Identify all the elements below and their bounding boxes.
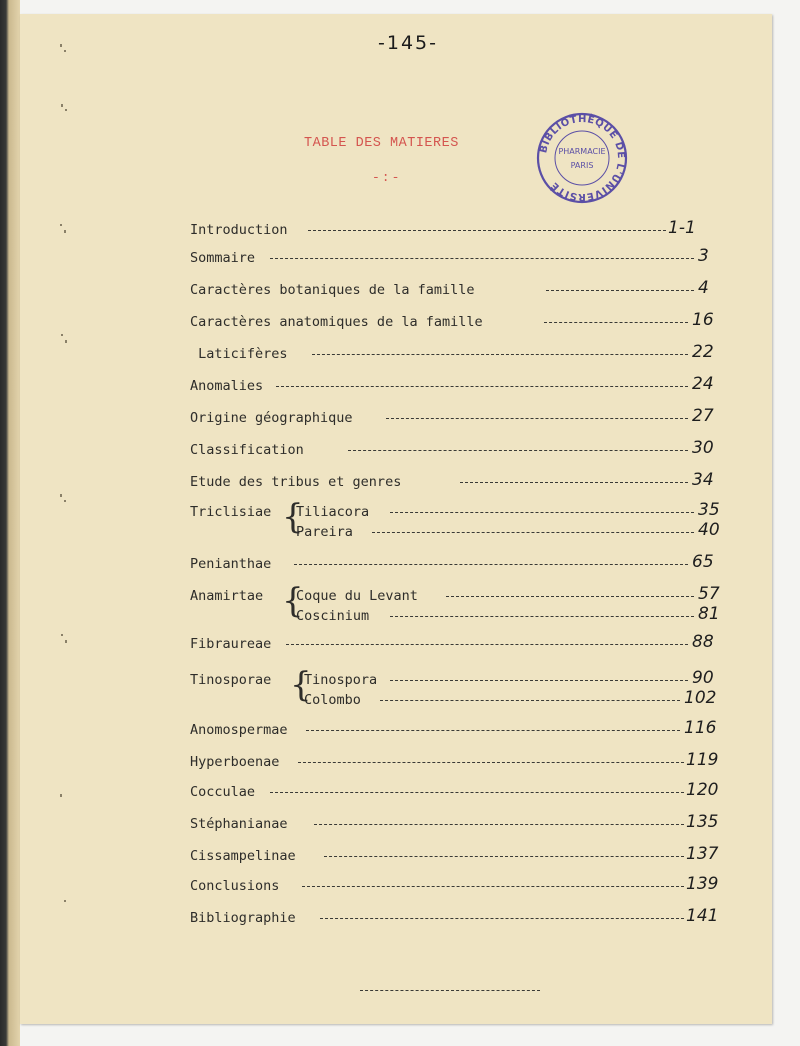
entry-label: Sommaire (190, 250, 256, 266)
page-title: TABLE DES MATIERES (304, 136, 459, 151)
leader-dots (270, 258, 694, 259)
leader-dots (348, 450, 688, 451)
entry-page: 139 (686, 874, 719, 894)
entry-label: Bibliographie (190, 910, 296, 926)
entry-page: 40 (698, 520, 720, 540)
entry-label: Colombo (304, 692, 361, 708)
entry-label: Introduction (190, 222, 288, 238)
brace-icon: { (282, 497, 304, 537)
entry-label: Tiliacora (296, 504, 370, 520)
leader-dots (372, 532, 694, 533)
entry-page: 35 (698, 500, 720, 520)
svg-text:BIBLIOTHÈQUE DE L'UNIVERSITÉ: BIBLIOTHÈQUE DE L'UNIVERSITÉ (538, 113, 627, 203)
entry-page: 24 (692, 374, 714, 394)
toc-subentry (304, 690, 720, 710)
entry-page: 57 (698, 584, 720, 604)
toc-entry (190, 472, 720, 492)
svg-text:PARIS: PARIS (570, 161, 594, 170)
entry-page: 65 (692, 552, 714, 572)
toc-entry (190, 554, 720, 574)
toc-entry (190, 408, 720, 428)
title-separator: -:- (372, 170, 402, 185)
entry-page: 3 (698, 246, 709, 266)
entry-label: Cocculae (190, 784, 256, 800)
leader-dots (306, 730, 680, 731)
toc-entry (190, 752, 720, 772)
entry-label: Tinospora (304, 672, 378, 688)
leader-dots (308, 230, 666, 231)
leader-dots (286, 644, 688, 645)
toc-entry (190, 344, 720, 364)
entry-label: Stéphanianae (190, 816, 288, 832)
leader-dots (314, 824, 684, 825)
entry-label: Coscinium (296, 608, 370, 624)
toc-entry (190, 814, 720, 834)
toc-subentry (296, 522, 720, 542)
margin-marks (56, 34, 86, 934)
leader-dots (312, 354, 688, 355)
entry-page: 90 (692, 668, 714, 688)
leader-dots (386, 418, 688, 419)
entry-page: 16 (692, 310, 714, 330)
entry-page: 102 (684, 688, 717, 708)
entry-page: 120 (686, 780, 719, 800)
toc-entry (190, 782, 720, 802)
group-label: Tinosporae (190, 672, 272, 688)
entry-label: Conclusions (190, 878, 280, 894)
toc-entry (190, 720, 720, 740)
entry-page: 119 (686, 750, 719, 770)
entry-label: Origine géographique (190, 410, 353, 426)
entry-label: Caractères botaniques de la famille (190, 282, 475, 298)
entry-label: Coque du Levant (296, 588, 418, 604)
entry-page: 30 (692, 438, 714, 458)
leader-dots (544, 322, 688, 323)
toc-entry (190, 376, 720, 396)
entry-page: 27 (692, 406, 714, 426)
toc-subentry (304, 670, 720, 690)
entry-page: 34 (692, 470, 714, 490)
brace-icon: { (282, 581, 304, 621)
closing-rule (360, 990, 540, 991)
toc-entry (190, 908, 720, 928)
toc-subentry (296, 606, 720, 626)
entry-label: Laticifères (190, 346, 288, 362)
leader-dots (390, 512, 694, 513)
group-label: Anamirtae (190, 588, 264, 604)
book-binding (0, 0, 20, 1046)
leader-dots (380, 700, 680, 701)
leader-dots (446, 596, 694, 597)
toc-entry (190, 876, 720, 896)
toc-entry (190, 634, 720, 654)
document-page (20, 14, 772, 1024)
leader-dots (276, 386, 688, 387)
entry-label: Hyperboenae (190, 754, 280, 770)
leader-dots (460, 482, 688, 483)
entry-page: 81 (698, 604, 720, 624)
brace-icon: { (290, 665, 312, 705)
leader-dots (294, 564, 688, 565)
entry-page: 141 (686, 906, 719, 926)
entry-page: 88 (692, 632, 714, 652)
leader-dots (390, 616, 694, 617)
toc-entry (190, 248, 720, 268)
entry-label: Caractères anatomiques de la famille (190, 314, 483, 330)
leader-dots (270, 792, 684, 793)
entry-label: Classification (190, 442, 304, 458)
leader-dots (324, 856, 684, 857)
library-stamp-icon (536, 112, 628, 204)
leader-dots (298, 762, 684, 763)
leader-dots (546, 290, 694, 291)
leader-dots (390, 680, 688, 681)
entry-label: Fibraureae (190, 636, 272, 652)
toc-entry (190, 220, 720, 240)
group-label: Triclisiae (190, 504, 272, 520)
entry-page: 137 (686, 844, 719, 864)
entry-label: Penianthae (190, 556, 272, 572)
entry-label: Anomalies (190, 378, 264, 394)
toc-entry (190, 280, 720, 300)
entry-page: 116 (684, 718, 717, 738)
leader-dots (302, 886, 684, 887)
toc-subentry (296, 586, 720, 606)
entry-label: Anomospermae (190, 722, 288, 738)
entry-page: 1-1 (668, 218, 696, 238)
toc-entry (190, 312, 720, 332)
entry-page: 22 (692, 342, 714, 362)
entry-label: Etude des tribus et genres (190, 474, 402, 490)
folio-number: -145- (378, 32, 438, 54)
leader-dots (320, 918, 684, 919)
entry-page: 135 (686, 812, 719, 832)
entry-label: Cissampelinae (190, 848, 296, 864)
toc-entry (190, 440, 720, 460)
entry-label: Pareira (296, 524, 353, 540)
toc-entry (190, 846, 720, 866)
entry-page: 4 (698, 278, 709, 298)
toc-subentry (296, 502, 720, 522)
svg-text:PHARMACIE: PHARMACIE (558, 147, 606, 156)
